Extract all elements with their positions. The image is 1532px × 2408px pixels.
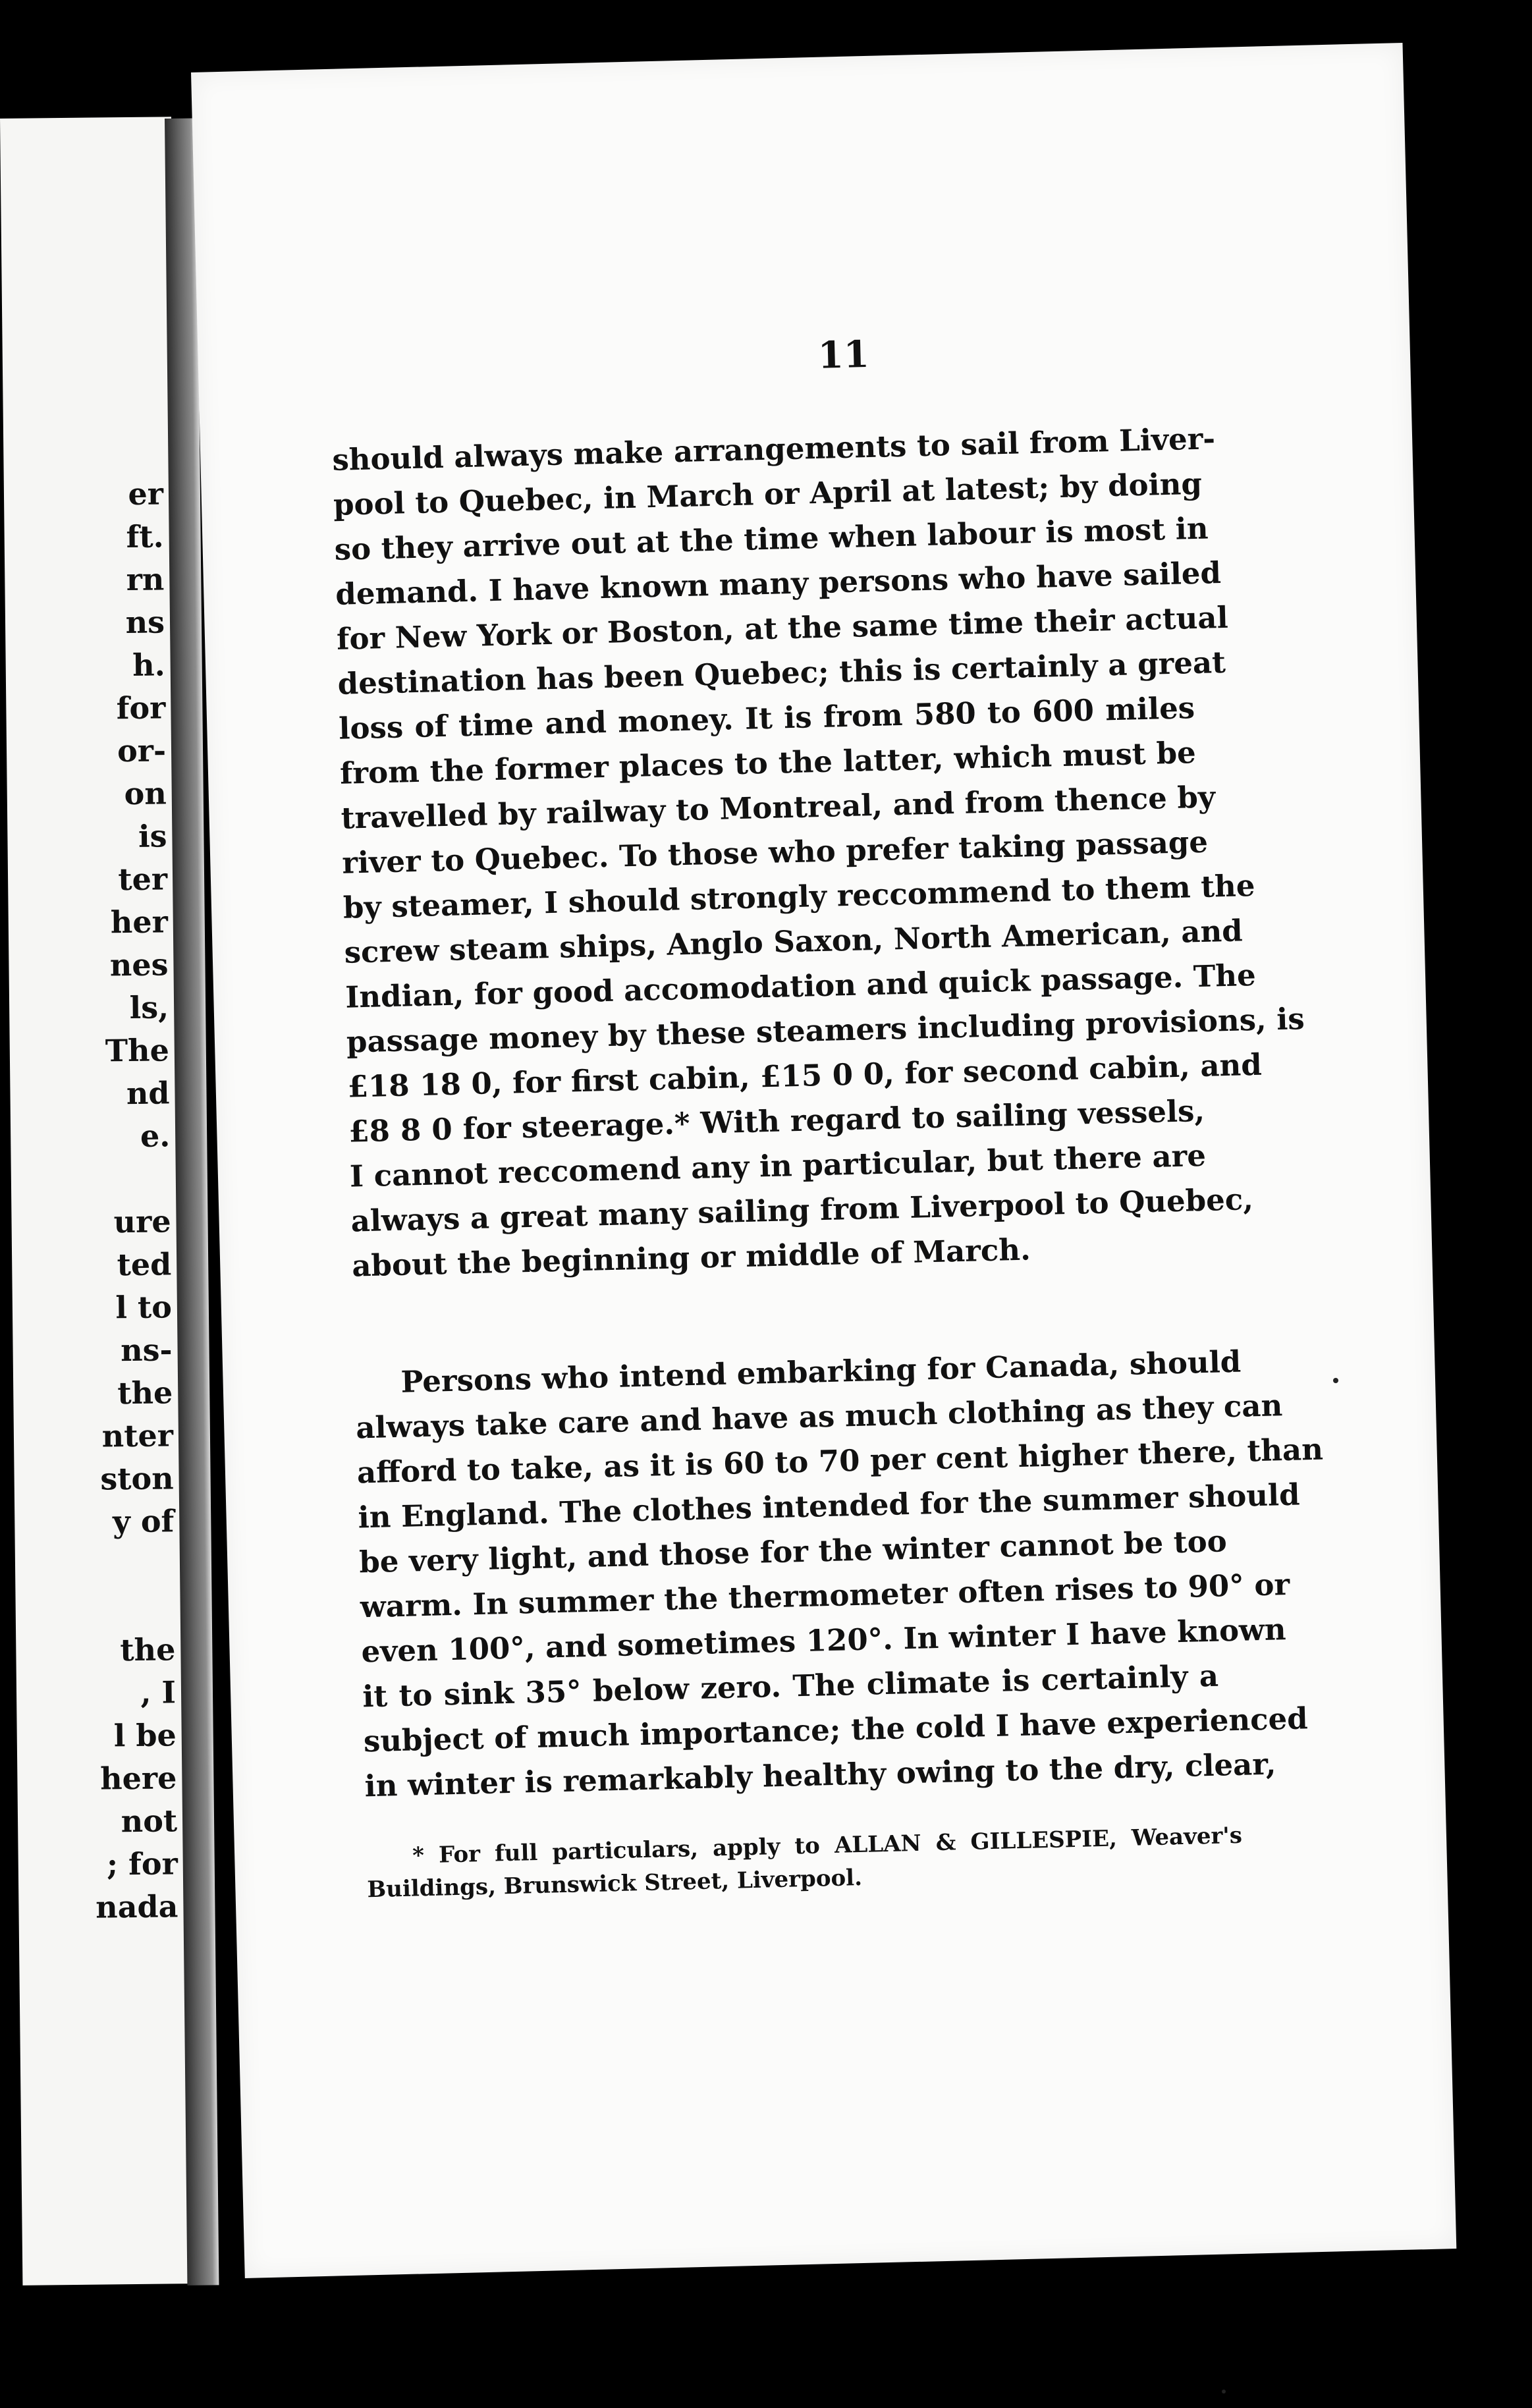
left-fragment: ns- (120, 1332, 173, 1369)
footnote-line: * For full particulars, apply to ALLAN & GILLESPIE, Weaver's (412, 1822, 1243, 1869)
text-line: always take care and have as much clothing as they can (355, 1388, 1283, 1446)
left-fragment: , I (140, 1674, 177, 1710)
text-line: so they arrive out at the time when labour is most in (334, 510, 1209, 567)
left-fragment: l to (115, 1289, 173, 1326)
left-fragment: for (116, 690, 166, 726)
left-fragment: the (117, 1375, 173, 1411)
text-line: afford to take, as it is 60 to 70 per cent higher there, than (356, 1431, 1324, 1491)
text-line: subject of much importance; the cold I have experienced (363, 1701, 1309, 1759)
left-page (0, 117, 194, 2285)
text-line: travelled by railway to Montreal, and from thence by (341, 779, 1216, 836)
left-fragment: is (138, 818, 167, 854)
text-line: £8 8 0 for steerage.* With regard to sailing vessels, (348, 1093, 1205, 1149)
left-fragment: rn (126, 561, 165, 598)
body-text (331, 417, 1324, 1809)
left-fragment: her (110, 904, 169, 941)
text-line: river to Quebec. To those who prefer taking passage (341, 824, 1209, 881)
page-number: 11 (817, 332, 870, 377)
left-gap (28, 1543, 187, 1587)
left-fragment: or- (117, 732, 167, 769)
left-fragment: on (124, 775, 167, 812)
footnote-line: Buildings, Brunswick Street, Liverpool. (367, 1864, 863, 1903)
left-fragment: l be (113, 1717, 177, 1754)
text-line: passage money by these steamers including provisions, is (346, 1001, 1305, 1060)
text-line: loss of time and money. It is from 580 to 600 miles (338, 690, 1195, 746)
text-line: Persons who intend embarking for Canada, should (400, 1344, 1242, 1400)
text-line: in England. The clothes intended for the summer should (358, 1477, 1301, 1535)
left-fragment: ft. (126, 518, 164, 555)
text-line: it to sink 35° below zero. The climate is certainly a (362, 1658, 1219, 1714)
left-gap (28, 1585, 187, 1630)
left-fragment: ; for (106, 1846, 178, 1882)
left-fragment: nes (109, 946, 169, 983)
left-fragment: h. (132, 647, 165, 683)
text-line: pool to Quebec, in March or April at latest; by doing (333, 466, 1203, 522)
text-line: even 100°, and sometimes 120°. In winter I have known (361, 1612, 1287, 1670)
left-fragment: e. (140, 1118, 171, 1154)
text-line: in winter is remarkably healthy owing to the dry, clear, (364, 1746, 1276, 1804)
text-line: by steamer, I should strongly reccommend to them the (342, 867, 1256, 925)
text-line: about the beginning or middle of March. (351, 1232, 1031, 1284)
text-line: for New York or Boston, at the same time their actual (336, 599, 1229, 657)
text-line: should always make arrangements to sail from Liver- (331, 421, 1216, 478)
left-fragment: ston (100, 1460, 174, 1497)
text-line: warm. In summer the thermometer often rises to 90° or (360, 1566, 1290, 1625)
scan-speck (1222, 2390, 1226, 2394)
left-fragment: ted (117, 1246, 172, 1283)
left-fragment: here (99, 1760, 177, 1797)
text-line: demand. I have known many persons who have sailed (335, 555, 1222, 612)
left-fragment: nd (126, 1075, 170, 1112)
left-fragment: ter (118, 861, 168, 898)
text-line: £18 18 0, for first cabin, £15 0 0, for second cabin, and (347, 1047, 1263, 1105)
text-line: screw steam ships, Anglo Saxon, North American, and (344, 913, 1244, 970)
text-line: from the former places to the latter, which must be (339, 735, 1197, 791)
left-fragment: ns (125, 604, 165, 641)
left-fragment: The (105, 1032, 170, 1069)
paragraph-1 (331, 417, 1305, 1288)
text-line: always a great many sailing from Liverpool to Quebec, (350, 1182, 1254, 1239)
text-line: be very light, and those for the winter cannot be too (358, 1523, 1228, 1580)
left-page-text-fragments (17, 472, 190, 1929)
left-fragment: nter (101, 1417, 174, 1454)
left-fragment: ure (113, 1203, 171, 1240)
left-fragment: nada (95, 1888, 178, 1925)
scan-speck (1333, 1378, 1338, 1383)
left-fragment: ls, (129, 989, 169, 1026)
footnote (366, 1819, 1244, 1906)
text-line: destination has been Quebec; this is certainly a great (337, 644, 1226, 701)
left-fragment: y of (112, 1503, 175, 1540)
text-line: Indian, for good accomodation and quick passage. The (344, 957, 1257, 1015)
paragraph-2 (354, 1340, 1324, 1809)
left-fragment: er (128, 476, 164, 512)
main-page (191, 43, 1456, 2278)
left-fragment: not (121, 1803, 178, 1840)
text-line: I cannot reccomend any in particular, but there are (349, 1137, 1207, 1194)
left-gap (24, 1157, 183, 1202)
left-fragment: the (120, 1631, 176, 1668)
